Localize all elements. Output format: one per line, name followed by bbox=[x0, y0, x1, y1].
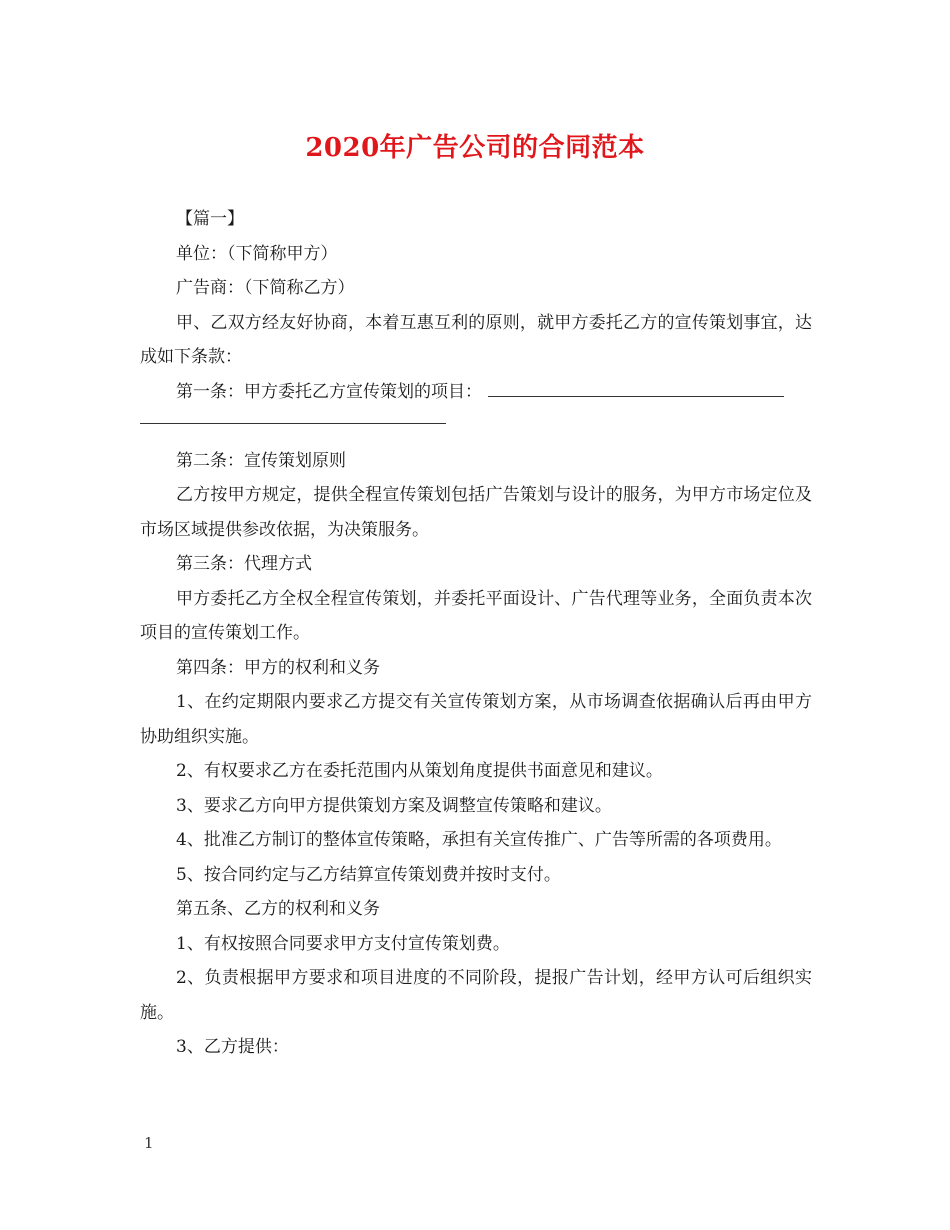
document-title: 2020年广告公司的合同范本 bbox=[305, 133, 645, 163]
article-4-item-2: 2、有权要求乙方在委托范围内从策划角度提供书面意见和建议。 bbox=[176, 761, 663, 781]
article-3-paragraph: 甲方委托乙方全权全程宣传策划，并委托平面设计、广告代理等业务，全面负责本次项目的宣传策划工作。 bbox=[140, 588, 812, 643]
article-3-heading: 第三条：代理方式 bbox=[176, 554, 312, 574]
article-1-text: 第一条：甲方委托乙方宣传策划的项目： bbox=[176, 381, 482, 402]
article-4-item-3: 3、要求乙方向甲方提供策划方案及调整宣传策略和建议。 bbox=[176, 795, 612, 816]
page-number: 1 bbox=[144, 1134, 154, 1152]
party-a-line: 单位：（下简称甲方） bbox=[176, 243, 338, 264]
article-5-heading: 第五条、乙方的权利和义务 bbox=[176, 899, 380, 919]
article-5-item-2: 2、负责根据甲方要求和项目进度的不同阶段，提报广告计划，经甲方认可后组织实施。 bbox=[140, 968, 812, 1023]
article-4-item-4: 4、批准乙方制订的整体宣传策略，承担有关宣传推广、广告等所需的各项费用。 bbox=[176, 830, 782, 850]
article-4-item-5: 5、按合同约定与乙方结算宣传策划费并按时支付。 bbox=[176, 864, 561, 885]
fill-in-blank-row bbox=[140, 409, 812, 444]
document-body bbox=[140, 202, 812, 1065]
article-4-heading: 第四条：甲方的权利和义务 bbox=[176, 657, 380, 678]
article-4-item-1: 1、在约定期限内要求乙方提交有关宣传策划方案，从市场调查依据确认后再由甲方协助组织实施。 bbox=[140, 692, 812, 747]
article-5-item-1: 1、有权按照合同要求甲方支付宣传策划费。 bbox=[176, 933, 510, 954]
fill-in-blank-line-continued bbox=[140, 423, 446, 424]
article-5-item-3: 3、乙方提供： bbox=[176, 1037, 289, 1057]
article-2-heading: 第二条：宣传策划原则 bbox=[176, 450, 346, 471]
section-heading: 【篇一】 bbox=[176, 209, 244, 229]
article-2-paragraph: 乙方按甲方规定，提供全程宣传策划包括广告策划与设计的服务，为甲方市场定位及市场区域提供参改依据，为决策服务。 bbox=[140, 485, 812, 540]
article-1-paragraph bbox=[140, 375, 812, 410]
preamble-paragraph: 甲、乙双方经友好协商，本着互惠互利的原则，就甲方委托乙方的宣传策划事宜，达成如下条款： bbox=[140, 312, 812, 367]
fill-in-blank-line bbox=[488, 378, 784, 397]
party-b-line: 广告商：（下简称乙方） bbox=[176, 278, 355, 298]
